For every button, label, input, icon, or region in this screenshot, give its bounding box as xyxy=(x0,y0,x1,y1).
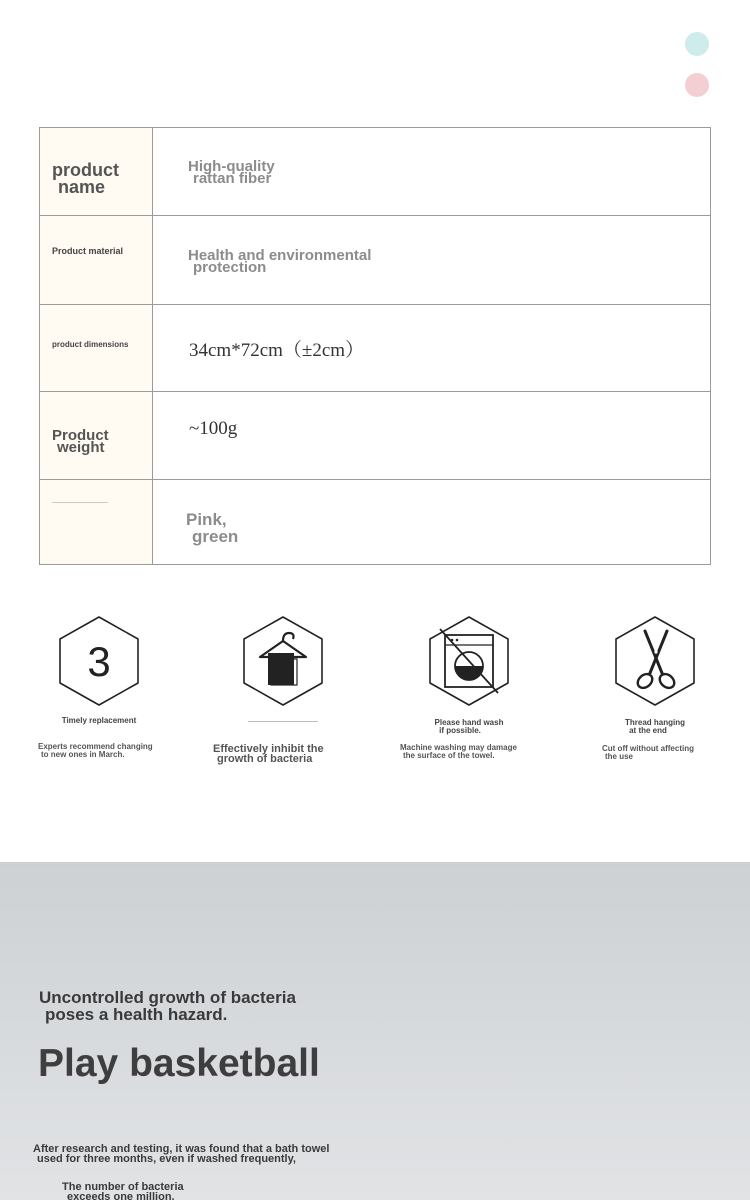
care-title-placeholder xyxy=(248,721,318,722)
hero-bacteria-count: The number of bacteria exceeds one million. xyxy=(62,1181,184,1203)
care-desc: Effectively inhibit the growth of bacteria xyxy=(213,743,324,765)
spec-value: ~100g xyxy=(189,417,238,439)
care-desc: Cut off without affecting the use xyxy=(602,744,694,761)
spec-value-cell xyxy=(153,305,711,392)
no-machine-wash-icon xyxy=(426,615,512,707)
care-desc: Machine washing may damage the surface of the towel. xyxy=(400,743,517,760)
bacteria-hero-banner xyxy=(0,862,750,1203)
svg-text:3: 3 xyxy=(87,638,111,685)
spec-row-color xyxy=(40,480,711,565)
scissors-icon xyxy=(612,615,698,707)
spec-value-cell xyxy=(153,392,711,480)
hero-title: Play basketball xyxy=(38,1042,320,1085)
spec-value-cell xyxy=(153,216,711,305)
care-title: Timely replacement xyxy=(61,716,137,725)
care-item-replacement xyxy=(14,615,184,759)
product-spec-table xyxy=(39,127,711,565)
spec-value-cell xyxy=(153,128,711,216)
spec-row-weight xyxy=(40,392,711,480)
spec-key: Product weight xyxy=(52,426,109,456)
spec-key-placeholder xyxy=(52,502,108,503)
spec-key-cell xyxy=(40,392,153,480)
spec-key-cell xyxy=(40,128,153,216)
care-title: Thread hanging at the end xyxy=(625,718,685,735)
spec-value: 34cm*72cm（±2cm） xyxy=(189,339,365,361)
spec-value: Health and environmental protection xyxy=(188,247,372,276)
spec-row-dimensions xyxy=(40,305,711,392)
hero-subtitle: Uncontrolled growth of bacteria poses a health hazard. xyxy=(39,988,296,1024)
spec-value: High-quality rattan fiber xyxy=(188,157,275,187)
care-item-bacteria xyxy=(198,615,368,764)
spec-row-name xyxy=(40,128,711,216)
care-item-hand-wash xyxy=(384,615,554,760)
hero-paragraph: After research and testing, it was found that a bath towel used for three months, even if washed frequently, xyxy=(33,1143,330,1165)
spec-row-material xyxy=(40,216,711,305)
towel-hanger-icon xyxy=(240,615,326,707)
spec-value-cell xyxy=(153,480,711,565)
color-swatch-green xyxy=(685,32,709,56)
spec-key-cell xyxy=(40,216,153,305)
number-3-icon xyxy=(56,615,142,707)
spec-key: product name xyxy=(52,159,119,197)
spec-key-cell xyxy=(40,305,153,392)
care-item-thread xyxy=(570,615,740,761)
spec-value: Pink, green xyxy=(186,510,239,546)
spec-key: product dimensions xyxy=(52,339,129,349)
spec-key: Product material xyxy=(52,246,124,256)
spec-key-cell xyxy=(40,480,153,565)
care-desc: Experts recommend changing to new ones in March. xyxy=(38,742,153,759)
color-swatch-pink xyxy=(685,73,709,97)
care-title: Please hand wash if possible. xyxy=(434,718,504,735)
